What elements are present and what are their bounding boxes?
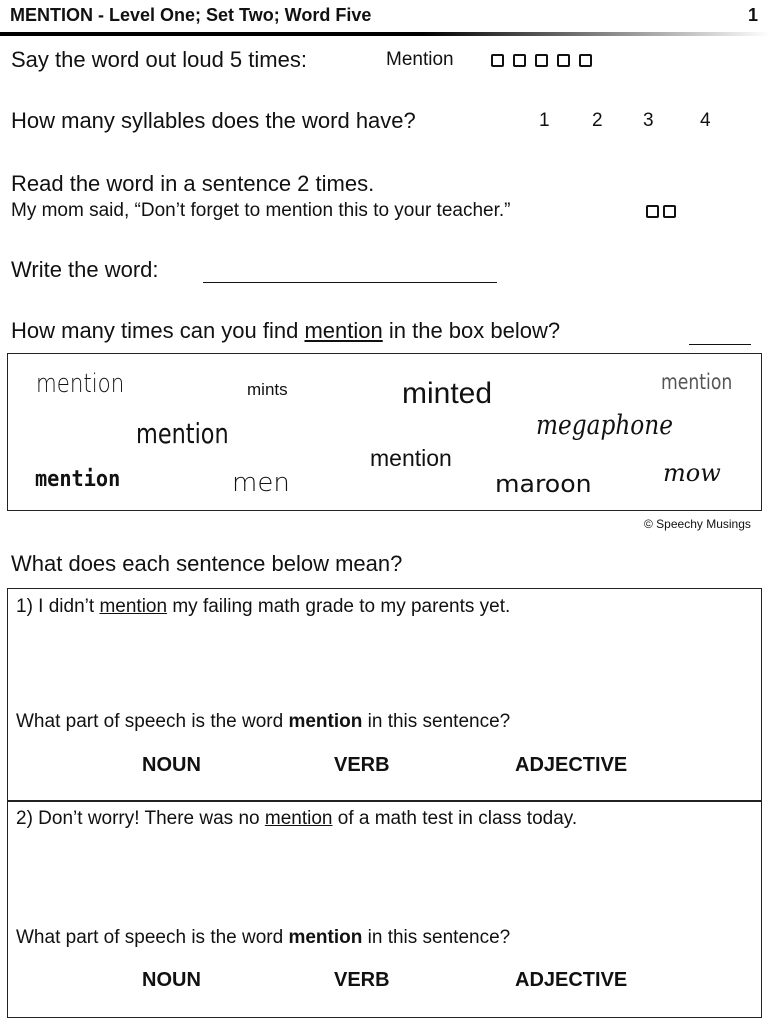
syllable-option-4[interactable]: 4 [700,110,711,131]
word-box-word: megaphone [536,410,673,441]
option-adjective[interactable]: ADJECTIVE [515,754,628,776]
question-text-after: in this sentence? [362,711,511,732]
meaning-heading: What does each sentence below mean? [11,551,403,576]
word-box-word: mention [661,370,733,394]
syllable-option-2[interactable]: 2 [592,110,603,131]
find-target-word: mention [304,318,383,343]
word-box-word: minted [402,377,493,410]
say-checkbox[interactable] [513,54,526,67]
say-checkbox[interactable] [535,54,548,67]
say-word-instruction: Say the word out loud 5 times: [11,47,307,72]
write-word-answer-line[interactable] [203,282,497,283]
sentence-text-after: my failing math grade to my parents yet. [167,596,511,617]
syllables-question: How many syllables does the word have? [11,108,416,133]
read-checkbox[interactable] [646,205,659,218]
syllable-option-3[interactable]: 3 [643,110,654,131]
say-checkbox[interactable] [557,54,570,67]
sentence-target-word: mention [264,808,333,829]
word-box-word: mention [35,467,121,492]
word-box-word: mow [663,459,721,487]
question-word: mention [288,711,363,732]
word-search-box [7,353,762,511]
find-text-before: How many times can you find [11,318,305,343]
read-checkbox[interactable] [663,205,676,218]
part-of-speech-question [16,711,510,733]
word-box-word: mention [136,417,229,450]
question-word: mention [288,927,363,948]
word-box-word: mention [36,369,125,399]
word-box-word: mints [247,380,288,399]
copyright-credit: © Speechy Musings [644,517,751,531]
write-word-instruction: Write the word: [11,257,159,282]
option-noun[interactable]: NOUN [142,969,201,991]
find-text-after: in the box below? [382,318,561,343]
sentence-number: 1) [16,596,33,617]
sentence-target-word: mention [99,596,168,617]
find-word-question [11,318,560,344]
sentence-box-2 [7,800,762,1018]
sentence-text-before: Don’t worry! There was no [32,808,265,829]
read-sentence-instruction: Read the word in a sentence 2 times. [11,171,375,196]
sentence-box-1 [7,588,762,802]
header-divider [0,32,770,36]
say-checkbox[interactable] [579,54,592,67]
sentence-text-after: of a math test in class today. [332,808,578,829]
sentence-2 [16,808,577,830]
question-text-before: What part of speech is the word [16,711,289,732]
say-checkbox[interactable] [491,54,504,67]
say-word-target: Mention [386,49,454,70]
syllable-option-1[interactable]: 1 [539,110,550,131]
question-text-after: in this sentence? [362,927,511,948]
question-text-before: What part of speech is the word [16,927,289,948]
page-number: 1 [748,5,759,25]
example-sentence: My mom said, “Don’t forget to mention this to your teacher.” [11,200,511,221]
read-checkboxes [646,204,685,222]
worksheet-title: MENTION - Level One; Set Two; Word Five [10,5,372,25]
word-box-word: maroon [495,470,592,498]
sentence-text-before: I didn’t [32,596,100,617]
word-box-word: mention [370,445,452,471]
option-adjective[interactable]: ADJECTIVE [515,969,628,991]
say-checkboxes [491,53,601,71]
part-of-speech-question [16,927,510,949]
sentence-1 [16,596,510,618]
find-count-answer-line[interactable] [689,344,751,345]
sentence-number: 2) [16,808,33,829]
option-noun[interactable]: NOUN [142,754,201,776]
word-box-word: men [232,468,290,498]
option-verb[interactable]: VERB [334,969,390,991]
option-verb[interactable]: VERB [334,754,390,776]
